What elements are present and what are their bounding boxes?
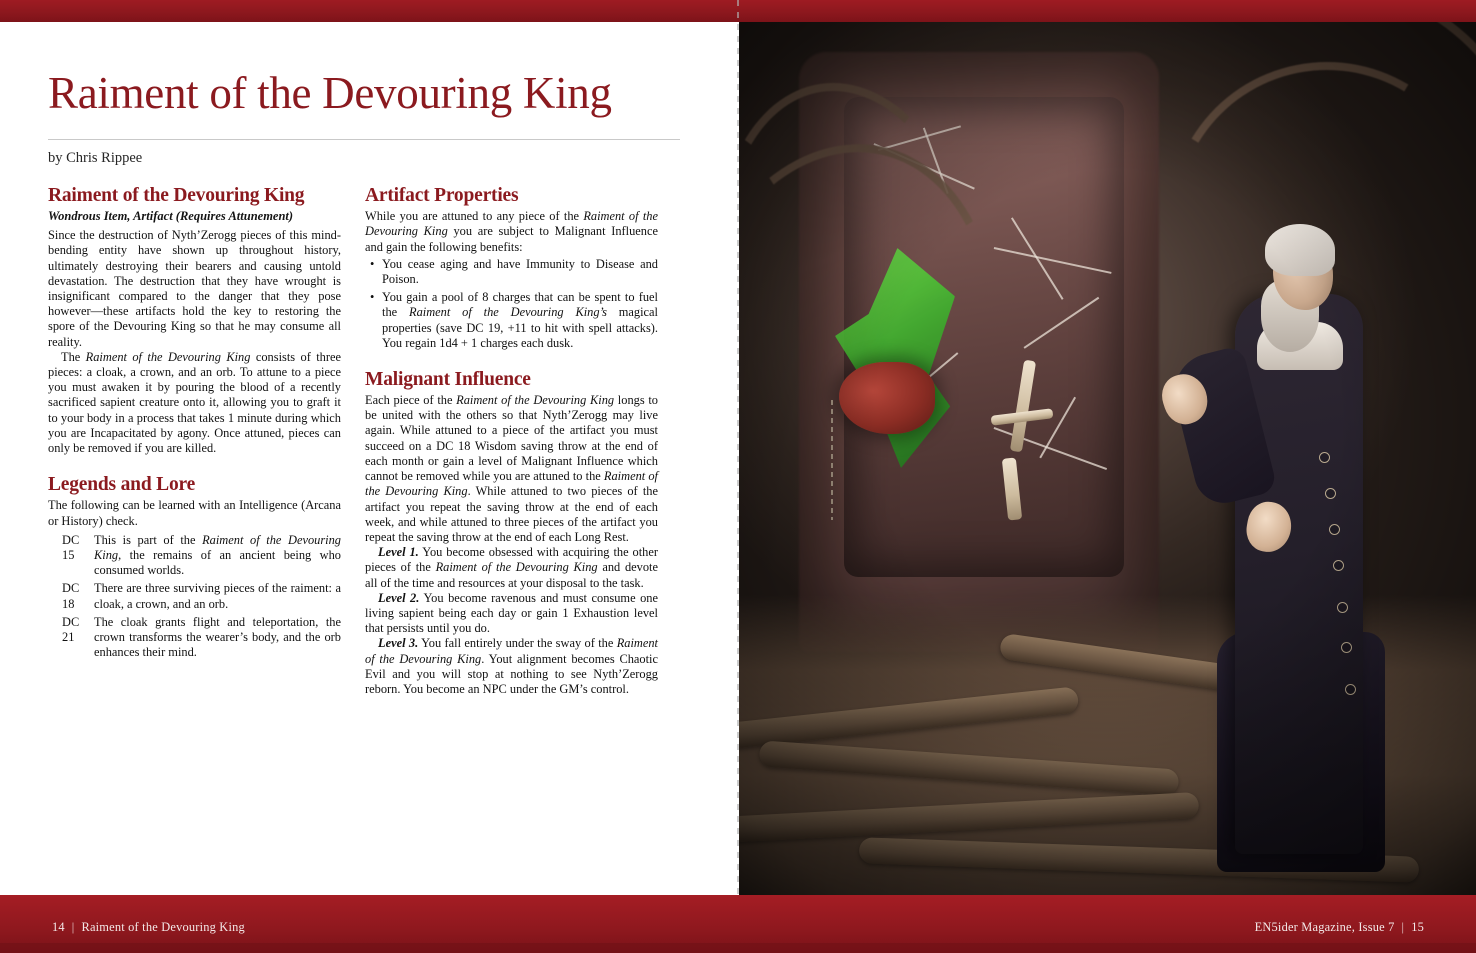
dc-label: DC 21	[62, 614, 80, 644]
text-run: and devote all of the time and resources at your disposal to the task.	[365, 560, 658, 590]
bottom-band-shadow	[0, 943, 1476, 953]
text-run-italic: Raiment of the Devouring King	[365, 469, 659, 499]
footer-separator: |	[71, 920, 75, 934]
left-page-content	[0, 22, 737, 895]
column-left	[48, 185, 341, 697]
list-item	[48, 533, 341, 579]
byline: by Chris Rippee	[48, 150, 143, 167]
text-run: You become ravenous and must consume one living sapient being each day or gain 1 Exhaustion level that persists until you do.	[365, 590, 659, 636]
text-run: You become obsessed with acquiring the other pieces of the	[365, 545, 658, 575]
level-label: Level 1.	[378, 545, 419, 560]
list-item	[48, 615, 341, 661]
paragraph-legends-intro: The following can be learned with an Intelligence (Arcana or History) check.	[48, 498, 341, 528]
section-heading-legends: Legends and Lore	[48, 474, 196, 496]
dc-text	[94, 533, 341, 579]
artifact-benefit-list	[365, 257, 658, 351]
text-run-italic: Raiment of the Devouring King	[435, 560, 598, 575]
malignant-level-2	[365, 591, 658, 637]
item-type-subtitle: Wondrous Item, Artifact (Requires Attunement)	[48, 209, 294, 224]
level-label: Level 3.	[378, 636, 419, 651]
page-title: Raiment of the Devouring King	[48, 68, 612, 118]
text-run: Each piece of the	[365, 393, 457, 408]
list-item	[382, 290, 658, 351]
text-run-italic: Raiment of the Devouring King	[365, 209, 658, 239]
footer-title-left: Raiment of the Devouring King	[81, 920, 245, 934]
text-run: There are three surviving pieces of the raiment: a cloak, a crown, and an orb.	[94, 581, 341, 611]
text-run: The cloak grants flight and teleportation, the crown transforms the wearer’s body, and the orb enhances their mind.	[94, 614, 341, 660]
dc-text	[94, 581, 341, 611]
text-run: You gain a pool of 8 charges that can be spent to fuel the	[382, 290, 658, 320]
paragraph-malignant-intro	[365, 393, 658, 545]
text-run: , the remains of an ancient being who consumed worlds.	[94, 547, 341, 578]
column-right	[365, 185, 658, 697]
list-item	[382, 257, 658, 287]
paragraph-artifact-intro	[365, 209, 658, 255]
text-run-italic: Raiment of the Devouring King	[365, 636, 658, 666]
text-run: . Yout alignment becomes Chaotic Evil and you will stop at nothing to see Nyth’Zerogg reborn. You become an NPC under the GM’s control.	[365, 651, 658, 696]
level-label: Level 2.	[378, 590, 420, 605]
footer-right	[1255, 920, 1424, 935]
text-run-italic: Raiment of the Devouring King’s	[409, 305, 607, 320]
footer-title-right: EN5ider Magazine, Issue 7	[1254, 920, 1395, 934]
text-run: longs to be united with the others so that Nyth’Zerogg may live again. While attuned to a piece of the artifact you must succeed on a DC 18 Wisdom saving throw at the end of each month or gain a level of Malignant Influence which cannot be removed while you are attuned to the	[365, 393, 658, 484]
section-heading-raiment: Raiment of the Devouring King	[48, 185, 305, 207]
two-column-layout	[48, 185, 682, 697]
footer-separator: |	[1401, 920, 1405, 934]
vignette-overlay	[739, 22, 1476, 895]
text-run-italic: Raiment of the Devouring King	[85, 349, 251, 364]
illustration	[739, 22, 1476, 895]
illustration-canvas	[739, 22, 1476, 895]
text-run: . While attuned to two pieces of the artifact you repeat the saving throw at the end of each week, and while attuned to three pieces of the artifact you repeat the saving throw at the end of each Long Rest.	[365, 484, 658, 544]
text-run: While you are attuned to any piece of the	[365, 209, 584, 224]
dc-text	[94, 615, 341, 661]
section-heading-malignant-influence: Malignant Influence	[365, 369, 531, 391]
paragraph-pieces	[48, 350, 341, 456]
list-item	[48, 581, 341, 611]
text-run-italic: Raiment of the Devouring King	[94, 532, 341, 562]
malignant-level-1	[365, 545, 658, 591]
text-run: The	[61, 349, 86, 364]
section-heading-artifact-properties: Artifact Properties	[365, 185, 519, 207]
paragraph-origin: Since the destruction of Nyth’Zerogg pieces of this mind-bending entity have shown up throughout history, ultimately destroying their bearers and causing untold devastation. The destruction that they have wrought is insignificant compared to the danger that they pose however—these artifacts hold the key to restoring the spore of the Devouring King so that he may consume all reality.	[48, 228, 341, 349]
text-run: You cease aging and have Immunity to Disease and Poison.	[382, 256, 658, 287]
page-number-right: 15	[1411, 920, 1424, 934]
text-run: consists of three pieces: a cloak, a crown, and an orb. To attune to a piece you must awaken it by pouring the blood of a recently sacrificed sapient creature onto it, allowing you to graft it to your body in a process that takes 1 minute during which you are Incapacitated by agony. Once attuned, pieces can only be removed if you are killed.	[48, 349, 341, 456]
text-run: This is part of the	[94, 532, 203, 547]
dc-label: DC 18	[62, 581, 80, 611]
page-number-left: 14	[52, 920, 65, 934]
byline-divider	[48, 139, 680, 140]
text-run: you are subject to Malignant Influence and gain the following benefits:	[365, 224, 658, 254]
text-run: magical properties (save DC 19, +11 to hit with spell attacks). You regain 1d4 + 1 charges each dusk.	[382, 305, 658, 350]
dc-check-list	[48, 533, 341, 661]
dc-label: DC 15	[62, 532, 80, 562]
footer-left	[52, 920, 245, 935]
text-run-italic: Raiment of the Devouring King	[456, 393, 615, 408]
malignant-level-3	[365, 636, 658, 697]
text-run: You fall entirely under the sway of the	[418, 636, 617, 651]
